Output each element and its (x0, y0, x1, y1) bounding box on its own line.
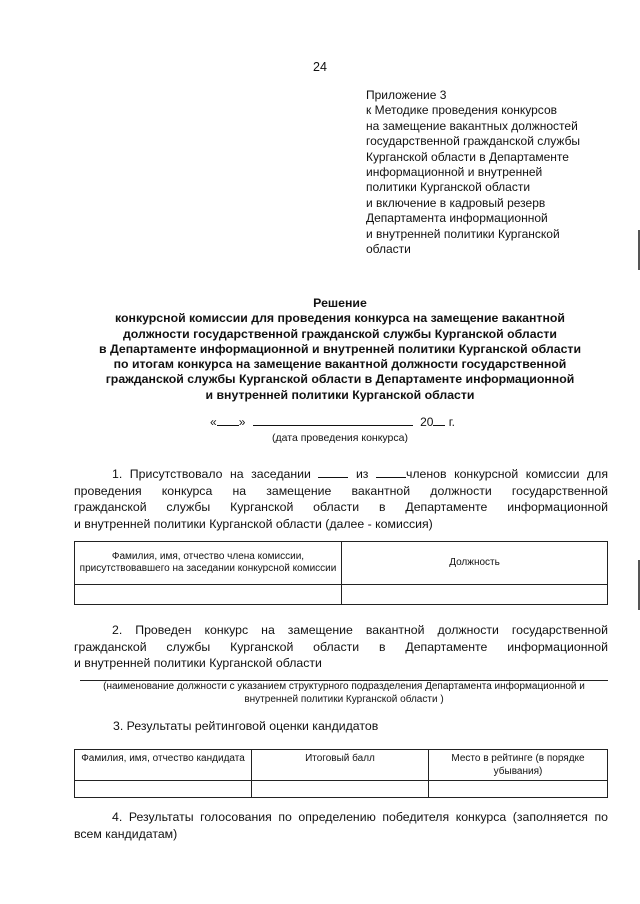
section-4-line: 4. Результаты голосования по определению победителя конкурса (заполняется по (112, 810, 608, 824)
section-1-paragraph (74, 466, 608, 532)
present-count-blank[interactable] (318, 466, 348, 478)
table-cell[interactable] (75, 585, 342, 605)
table-row[interactable] (75, 585, 608, 605)
table-header-row (75, 750, 608, 781)
text-part: из (355, 467, 369, 481)
section-2-paragraph (74, 622, 608, 672)
section-2-line: и внутренней политики Курганской области (74, 656, 322, 670)
text-part: 1. Присутствовало на заседании (112, 467, 311, 481)
section-2-line: гражданской службы Курганской области в Департаменте информационной (74, 639, 608, 654)
section-2-line: 2. Проведен конкурс на замещение вакантной должности государственной (112, 623, 608, 637)
table-header-cell: Фамилия, имя, отчество члена комиссии, присутствовавшего на заседании конкурсной комиссии (75, 542, 342, 585)
position-caption: (наименование должности с указанием структурного подразделения Департамента информационной и внутренней политики Курганской области ) (103, 681, 585, 705)
table-cell[interactable] (342, 585, 608, 605)
page-number: 24 (313, 60, 327, 74)
table-row[interactable] (75, 781, 608, 798)
rating-table (74, 749, 608, 798)
appendix-line: государственной гражданской службы (366, 134, 581, 149)
appendix-reference (366, 88, 616, 257)
title-line: конкурсной комиссии для проведения конкурса на замещение вакантной (115, 311, 565, 326)
section-1-line: и внутренней политики Курганской области (далее - комиссия) (74, 516, 433, 531)
close-quote: » (238, 415, 246, 429)
appendix-line: и внутренней политики Курганской (366, 226, 560, 241)
total-count-blank[interactable] (376, 466, 406, 478)
appendix-line: области (366, 242, 411, 257)
section-3-heading: 3. Результаты рейтинговой оценки кандидатов (113, 719, 379, 733)
table-header-cell: Должность (342, 542, 608, 585)
title-line: по итогам конкурса на замещение вакантной должности государственной (113, 357, 567, 372)
appendix-line: к Методике проведения конкурсов (366, 103, 557, 118)
appendix-line: политики Курганской области (366, 180, 531, 195)
year-suffix: г. (445, 415, 456, 429)
open-quote: « (210, 415, 217, 429)
commission-members-table (74, 541, 608, 605)
table-cell[interactable] (75, 781, 252, 798)
date-field[interactable] (210, 414, 455, 429)
month-blank[interactable] (253, 414, 413, 426)
title-line: и внутренней политики Курганской области (205, 387, 475, 402)
table-header-cell: Итоговый балл (252, 750, 429, 781)
document-title (70, 296, 610, 403)
table-header-cell: Место в рейтинге (в порядке убывания) (429, 750, 608, 781)
day-blank[interactable] (217, 414, 239, 426)
table-cell[interactable] (252, 781, 429, 798)
year-prefix: 20 (420, 415, 434, 429)
appendix-line: Приложение 3 (366, 88, 447, 102)
appendix-line: Департамента информационной (366, 211, 548, 226)
title-line: гражданской службы Курганской области в Департаменте информационной (105, 372, 575, 387)
date-caption: (дата проведения конкурса) (272, 432, 408, 444)
section-4-paragraph (74, 809, 608, 842)
year-blank[interactable] (433, 414, 445, 426)
appendix-line: информационной и внутренней (366, 165, 543, 180)
table-header-cell: Фамилия, имя, отчество кандидата (75, 750, 252, 781)
title-line: в Департаменте информационной и внутренней политики Курганской области (98, 341, 582, 356)
section-4-line: всем кандидатам) (74, 826, 178, 841)
section-1-line (74, 466, 608, 483)
title-line: должности государственной гражданской службы Курганской области (123, 326, 557, 341)
appendix-line: на замещение вакантных должностей (366, 118, 578, 133)
section-1-line: проведения конкурса на замещение вакантной должности государственной (74, 483, 608, 498)
text-part: членов конкурсной комиссии для (405, 467, 608, 481)
section-1-line: гражданской службы Курганской области в Департаменте информационной (74, 500, 608, 514)
table-header-row (75, 542, 608, 585)
appendix-line: Курганской области в Департаменте (366, 149, 569, 164)
table-cell[interactable] (429, 781, 608, 798)
appendix-line: и включение в кадровый резерв (366, 195, 546, 210)
title-line: Решение (313, 296, 367, 310)
